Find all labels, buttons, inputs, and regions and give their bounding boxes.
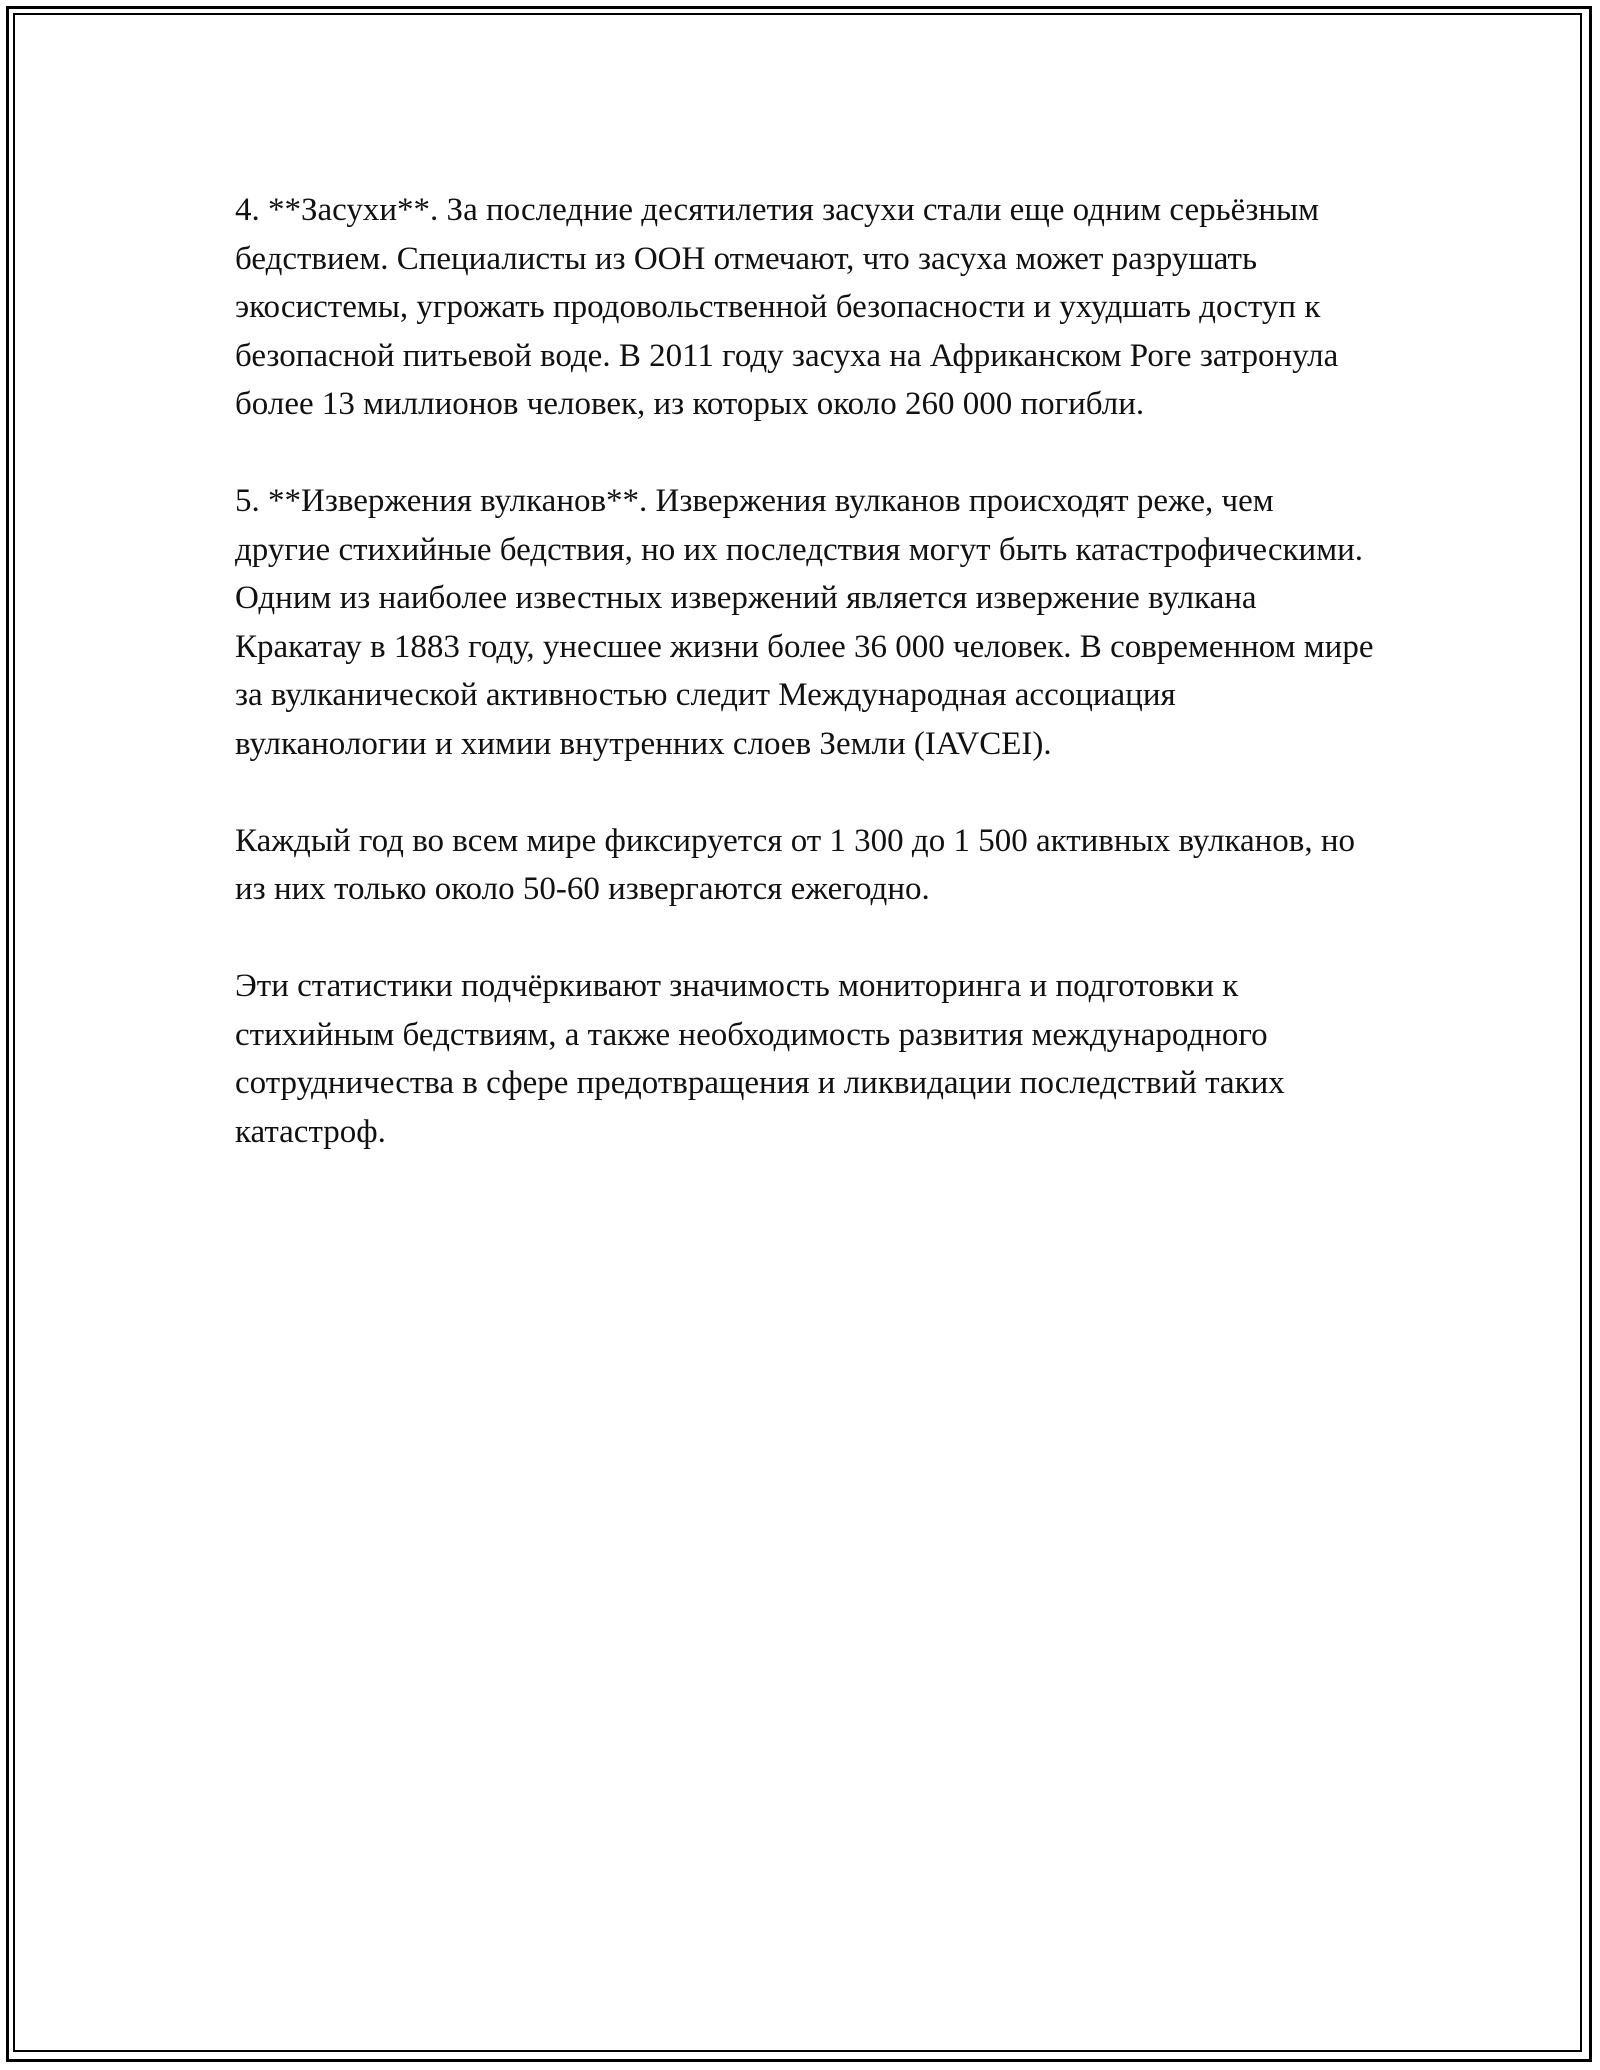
paragraph-volcanic-eruptions: 5. **Извержения вулканов**. Извержения вулканов происходят реже, чем другие стихийные бедствия, но их последствия могут быть катастрофическими. Одним из наиболее известных извержений является извержение вулкана Кракатау в 1883 году, унесшее жизни более 36 000 человек. В современном мире за вулканической активностью следит Международная ассоциация вулканологии и химии внутренних слоев Земли (IAVCEI). xyxy=(235,483,1374,762)
paragraph-droughts: 4. **Засухи**. За последние десятилетия засухи стали еще одним серьёзным бедствием. Специалисты из ООН отмечают, что засуха может разрушать экосистемы, угрожать продовольственной безопасности и ухудшать доступ к безопасной питьевой воде. В 2011 году засуха на Африканском Роге затронула более 13 миллионов человек, из которых около 260 000 погибли. xyxy=(235,192,1339,422)
document-body xyxy=(235,186,1375,1205)
paragraph-conclusion: Эти статистики подчёркивают значимость мониторинга и подготовки к стихийным бедствиям, а также необходимость развития международного сотрудничества в сфере предотвращения и ликвидации последствий таких катастроф. xyxy=(235,968,1285,1150)
paragraph-active-volcanoes: Каждый год во всем мире фиксируется от 1 300 до 1 500 активных вулканов, но из них только около 50-60 извергаются ежегодно. xyxy=(235,822,1356,907)
